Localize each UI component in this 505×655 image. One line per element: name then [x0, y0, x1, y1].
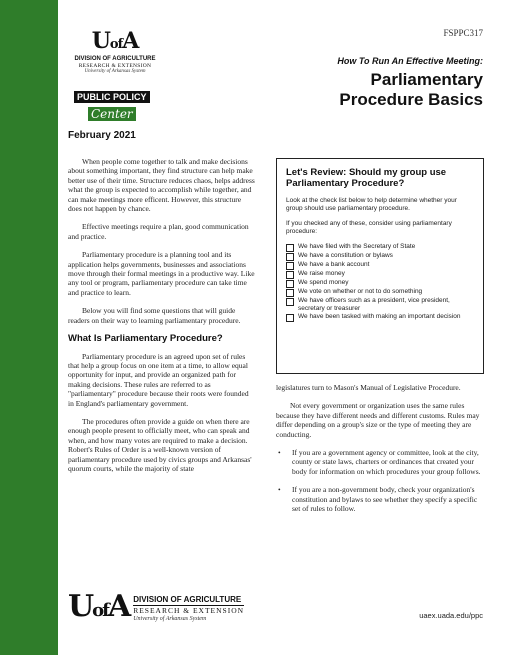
ppc-bottom-text: Center: [88, 107, 136, 121]
document-title: [339, 70, 483, 110]
footer-url: uaex.uada.edu/ppc: [419, 611, 483, 620]
checklist-item: [286, 252, 474, 261]
publication-code: FSPPC317: [443, 28, 483, 38]
checkbox-icon: [286, 244, 294, 252]
checklist-item-label: We have a constitution or bylaws: [298, 252, 393, 259]
title-line-1: Parliamentary: [370, 70, 483, 89]
checkbox-icon: [286, 289, 294, 297]
checkbox-icon: [286, 271, 294, 279]
continuation-paragraph: legislatures turn to Mason's Manual of Legislative Procedure.: [276, 383, 461, 392]
left-column: [68, 157, 256, 482]
review-checklist-box: [276, 158, 484, 374]
checklist-item: [286, 288, 474, 297]
intro-paragraph: When people come together to talk and make decisions about something important, they find structure can help make better use of their time. Structure reduces chaos, helps address what the group is expected to accomplish while together, and can make meetings more efficent. However, this structure does not happen by chance.: [68, 157, 255, 214]
footer-logo: [68, 589, 258, 626]
body-paragraph: The procedures often provide a guide on when there are enough people present to officially meet, who can speak and when, and how many votes are required to make a decision. Robert's Rules of Order is a well-known version of parliamentary procedure used by civics groups and Arkansas' quorum courts, while the majority of state: [68, 416, 252, 473]
ppc-top-text: PUBLIC POLICY: [74, 91, 150, 103]
footer-logo-rule: [133, 605, 244, 606]
title-line-2: Procedure Basics: [339, 90, 483, 109]
checklist-item-label: We raise money: [298, 270, 345, 277]
checklist-item-label: We have officers such as a president, vice president, secretary or treasurer: [298, 297, 450, 312]
footer-system-text: University of Arkansas System: [133, 616, 207, 623]
body-paragraph: Not every government or organization uses the same rules because they have different needs and different customs. Rules may differ depending on a group's size or the type of meeting they are conducting.: [276, 401, 480, 439]
right-column: [276, 383, 484, 522]
footer-uofa-mark: UofA: [68, 589, 130, 624]
intro-paragraph: Below you will find some questions that will guide readers on their way to learning parliamentary procedure.: [68, 306, 241, 325]
bullet-list: [276, 448, 484, 513]
header-logo: [68, 30, 162, 75]
footer-division-text: DIVISION OF AGRICULTURE: [133, 594, 242, 604]
checklist-item-label: We have been tasked with making an important decision: [298, 313, 461, 320]
section-heading: What Is Parliamentary Procedure?: [68, 333, 223, 345]
bullet-icon: •: [278, 448, 281, 458]
bullet-icon: •: [278, 485, 281, 495]
logo-system-text: University of Arkansas System: [84, 69, 146, 74]
document-subtitle: How To Run An Effective Meeting:: [337, 56, 483, 66]
review-box-lead: If you checked any of these, consider using parliamentary procedure:: [286, 220, 452, 235]
bullet-text: If you are a non-government body, check your organization's constitution and bylaws to see whether they specify a specific set of rules to follow.: [292, 485, 478, 514]
public-policy-center-logo: [74, 87, 156, 121]
checklist-item-label: We have a bank account: [298, 261, 370, 268]
checkbox-icon: [286, 298, 294, 306]
intro-paragraph: Effective meetings require a plan, good communication and practice.: [68, 222, 249, 241]
footer-logo-text: [133, 595, 244, 624]
checklist-item-label: We have filed with the Secretary of State: [298, 243, 416, 250]
checkbox-icon: [286, 262, 294, 270]
checklist-item-label: We spend money: [298, 279, 349, 286]
checklist-item: [286, 279, 474, 288]
review-box-intro: Look at the check list below to help determine whether your group should use parliamentary procedure.: [286, 197, 457, 212]
review-box-title: Let's Review: Should my group use Parliamentary Procedure?: [286, 167, 447, 189]
green-side-bar: [0, 0, 58, 655]
publication-date: February 2021: [68, 130, 136, 141]
intro-paragraph: Parliamentary procedure is a planning tool and its application helps governments, businesses and associations move through their formal meetings in a productive way. Like any tool or program, parliamentary procedure can take time and practice to learn.: [68, 250, 255, 297]
checkbox-icon: [286, 314, 294, 322]
uofa-logo-mark: UofA: [91, 28, 139, 54]
logo-research-text: RESEARCH & EXTENSION: [78, 63, 152, 69]
bullet-text: If you are a government agency or committee, look at the city, county or state laws, charters or ordinances that created your body for information on which procedures your group follows.: [292, 448, 481, 476]
footer-research-text: RESEARCH & EXTENSION: [133, 606, 245, 616]
checklist-item: [286, 270, 474, 279]
bullet-item: [276, 448, 484, 476]
checklist-item-label: We vote on whether or not to do something: [298, 288, 423, 295]
checkbox-icon: [286, 253, 294, 261]
checklist-item: [286, 297, 474, 313]
logo-division-text: DIVISION OF AGRICULTURE: [74, 56, 156, 62]
checklist-item: [286, 243, 474, 252]
bullet-item: [276, 485, 484, 513]
checkbox-icon: [286, 280, 294, 288]
body-paragraph: Parliamentary procedure is an agreed upon set of rules that help a group focus on one item at a time, to allow equal opportunity for input, and provide an organized path for making decisions. These rules are referred to as "parliamentary" procedure because their roots were founded in England's parliamentary government.: [68, 351, 249, 408]
checklist: [286, 243, 474, 322]
checklist-item: [286, 313, 474, 322]
checklist-item: [286, 261, 474, 270]
